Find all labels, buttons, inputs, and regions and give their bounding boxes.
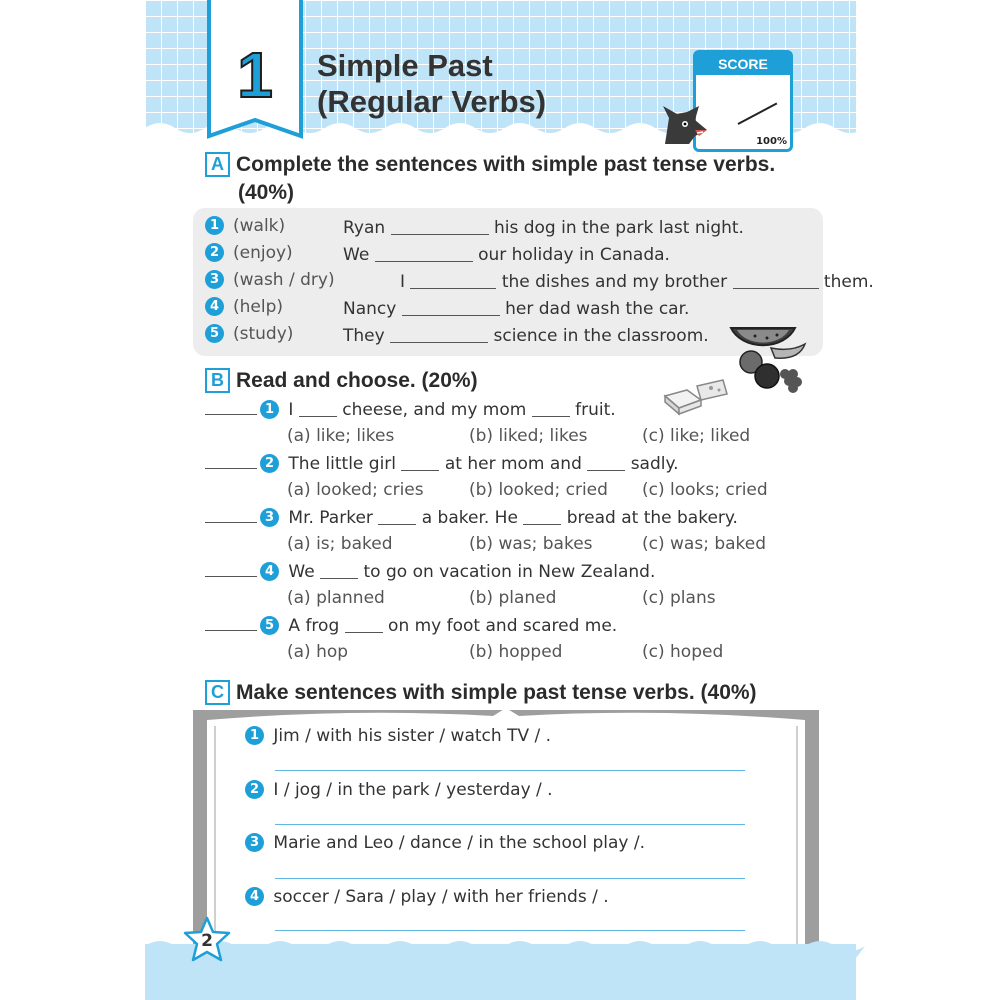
sentence — [343, 243, 670, 265]
sentence — [343, 324, 709, 346]
section-b-heading — [205, 368, 478, 393]
answer-blank[interactable] — [402, 297, 500, 316]
prompt-text: Marie and Leo / dance / in the school play /. — [273, 833, 645, 853]
answer-blank[interactable] — [320, 560, 358, 579]
sentence-part: A frog — [288, 616, 340, 636]
prompt-text: soccer / Sara / play / with her friends / . — [273, 887, 609, 907]
sentence-part: to go on vacation in New Zealand. — [363, 562, 656, 582]
answer-blank[interactable] — [345, 614, 383, 633]
answer-line[interactable] — [205, 522, 257, 523]
answer-line[interactable] — [205, 630, 257, 631]
prompt-text: Jim / with his sister / watch TV / . — [273, 726, 552, 746]
option-b[interactable]: (b) was; bakes — [469, 534, 593, 554]
footer-wave-divider — [145, 932, 856, 958]
a-item — [205, 297, 690, 321]
verb-hint: (enjoy) — [233, 243, 293, 263]
section-a-title: Complete the sentences with simple past tense verbs. — [236, 153, 776, 176]
sentence-part: the dishes and my brother — [501, 272, 728, 292]
item-number-badge: 4 — [245, 887, 264, 906]
section-a-letter: A — [205, 152, 230, 177]
option-a[interactable]: (a) looked; cries — [287, 480, 424, 500]
option-a[interactable]: (a) like; likes — [287, 426, 395, 446]
c-prompt — [245, 833, 645, 853]
sentence-part: a baker. He — [421, 508, 518, 528]
item-number-badge: 1 — [245, 726, 264, 745]
sentence-part: We — [343, 245, 370, 265]
item-number-badge: 3 — [205, 270, 224, 289]
option-c[interactable]: (c) looks; cried — [642, 480, 768, 500]
b-question — [260, 506, 738, 528]
c-prompt — [245, 726, 551, 746]
sentence — [343, 297, 689, 319]
verb-hint: (wash / dry) — [233, 270, 335, 290]
sentence-part: science in the classroom. — [493, 326, 709, 346]
sentence-part: our holiday in Canada. — [478, 245, 670, 265]
sentence-part: his dog in the park last night. — [493, 218, 744, 238]
option-a[interactable]: (a) planned — [287, 588, 385, 608]
section-a-heading — [205, 152, 775, 205]
sentence-part: I — [288, 400, 294, 420]
title-line-2: (Regular Verbs) — [317, 84, 547, 119]
answer-blank[interactable] — [391, 216, 489, 235]
verb-hint: (walk) — [233, 216, 286, 236]
page-title — [317, 48, 546, 120]
score-max: 100% — [756, 136, 787, 147]
sentence-part: The little girl — [288, 454, 397, 474]
sentence-part: at her mom and — [444, 454, 582, 474]
option-c[interactable]: (c) hoped — [642, 642, 724, 662]
answer-blank[interactable] — [401, 452, 439, 471]
section-a-weight: (40%) — [238, 181, 295, 204]
page-number: 2 — [201, 931, 213, 951]
title-line-1: Simple Past — [317, 48, 493, 83]
option-b[interactable]: (b) liked; likes — [469, 426, 588, 446]
wolf-mascot-icon — [659, 104, 709, 148]
sentence-part: sadly. — [630, 454, 679, 474]
verb-hint: (study) — [233, 324, 294, 344]
sentence-part: Nancy — [343, 299, 397, 319]
a-item — [205, 270, 874, 294]
section-c-title: Make sentences with simple past tense verbs. (40%) — [236, 681, 757, 704]
answer-blank[interactable] — [299, 398, 337, 417]
item-number-badge: 1 — [260, 400, 279, 419]
item-number-badge: 1 — [205, 216, 224, 235]
unit-number: 1 — [237, 39, 273, 111]
section-c-heading — [205, 680, 757, 705]
option-b[interactable]: (b) hopped — [469, 642, 563, 662]
sentence-part: fruit. — [575, 400, 616, 420]
sentence-part: Ryan — [343, 218, 386, 238]
section-c-letter: C — [205, 680, 230, 705]
option-a[interactable]: (a) hop — [287, 642, 349, 662]
answer-line[interactable] — [205, 576, 257, 577]
answer-blank[interactable] — [390, 324, 488, 343]
item-number-badge: 4 — [205, 297, 224, 316]
answer-blank[interactable] — [375, 243, 473, 262]
sentence — [400, 270, 874, 292]
a-item — [205, 243, 670, 267]
b-question — [260, 614, 617, 636]
answer-line[interactable] — [205, 414, 257, 415]
answer-line[interactable] — [205, 468, 257, 469]
sentence-part: them. — [823, 272, 874, 292]
answer-line[interactable] — [275, 878, 745, 879]
c-prompt — [245, 887, 609, 907]
b-question — [260, 398, 616, 420]
answer-line[interactable] — [275, 824, 745, 825]
b-question — [260, 452, 679, 474]
cheese-illustration-icon — [661, 376, 731, 416]
a-item — [205, 324, 709, 348]
b-question — [260, 560, 655, 582]
sentence-part: Mr. Parker — [288, 508, 373, 528]
item-number-badge: 2 — [205, 243, 224, 262]
answer-blank[interactable] — [523, 506, 561, 525]
sentence-part: on my foot and scared me. — [388, 616, 618, 636]
sentence-part: We — [288, 562, 315, 582]
sentence-part: I — [400, 272, 406, 292]
answer-blank[interactable] — [587, 452, 625, 471]
option-b[interactable]: (b) planed — [469, 588, 557, 608]
option-c[interactable]: (c) was; baked — [642, 534, 767, 554]
prompt-text: I / jog / in the park / yesterday / . — [273, 780, 553, 800]
answer-blank[interactable] — [410, 270, 496, 289]
worksheet-page — [145, 0, 874, 1000]
item-number-badge: 4 — [260, 562, 279, 581]
answer-blank[interactable] — [378, 506, 416, 525]
sentence — [343, 216, 744, 238]
item-number-badge: 5 — [260, 616, 279, 635]
answer-blank[interactable] — [532, 398, 570, 417]
option-c[interactable]: (c) like; liked — [642, 426, 751, 446]
section-b-letter: B — [205, 368, 230, 393]
item-number-badge: 5 — [205, 324, 224, 343]
a-item — [205, 216, 744, 240]
answer-blank[interactable] — [733, 270, 819, 289]
verb-hint: (help) — [233, 297, 284, 317]
item-number-badge: 2 — [260, 454, 279, 473]
section-b-title: Read and choose. (20%) — [236, 369, 478, 392]
item-number-badge: 3 — [245, 833, 264, 852]
item-number-badge: 2 — [245, 780, 264, 799]
item-number-badge: 3 — [260, 508, 279, 527]
sentence-part: her dad wash the car. — [505, 299, 690, 319]
answer-line[interactable] — [275, 770, 745, 771]
score-label: SCORE — [696, 53, 790, 75]
c-prompt — [245, 780, 553, 800]
option-a[interactable]: (a) is; baked — [287, 534, 393, 554]
sentence-part: They — [343, 326, 385, 346]
sentence-part: cheese, and my mom — [342, 400, 527, 420]
option-c[interactable]: (c) plans — [642, 588, 716, 608]
answer-line[interactable] — [275, 930, 745, 931]
option-b[interactable]: (b) looked; cried — [469, 480, 608, 500]
score-slash — [738, 102, 778, 124]
sentence-part: bread at the bakery. — [566, 508, 738, 528]
